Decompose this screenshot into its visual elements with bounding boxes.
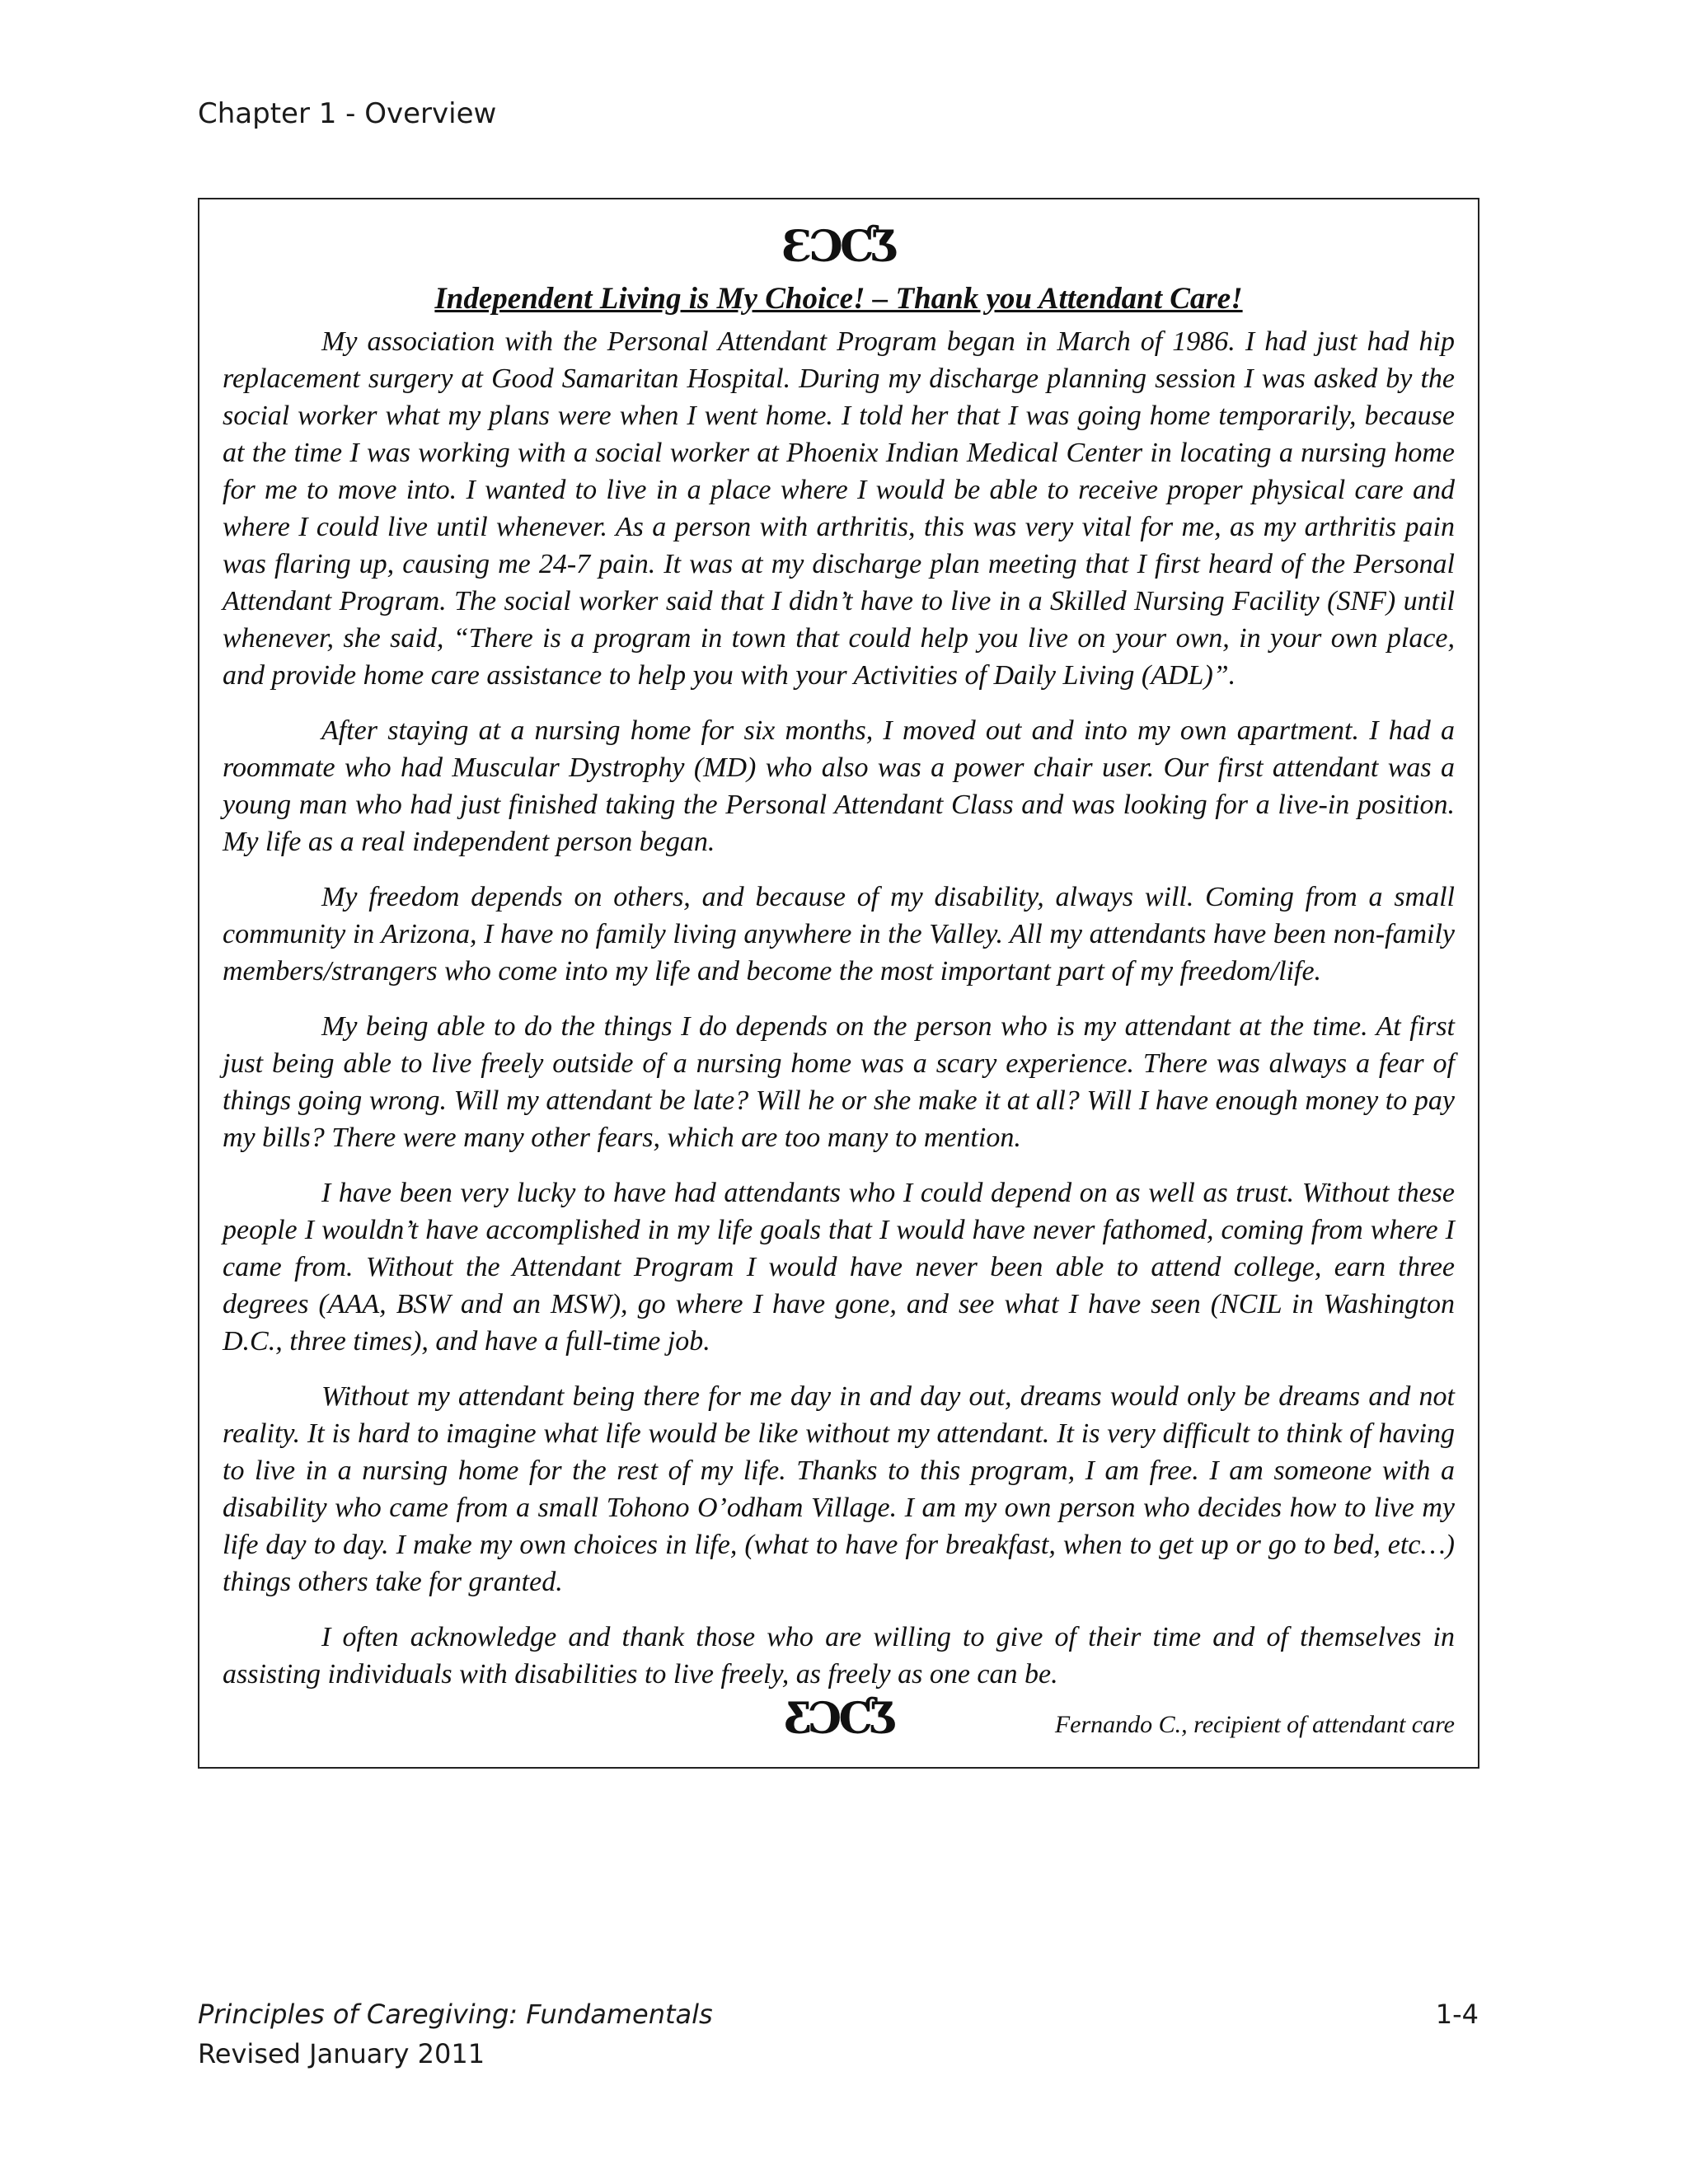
paragraph-5: I have been very lucky to have had attendants who I could depend on as well as trust. Without these people I wouldn’t have accomplished in my life goals that I would have never fathomed, coming from where I came from. Without the Attendant Program I would have never been able to attend college, earn three degrees (AAA, BSW and an MSW), go where I have gone, and see what I have seen (NCIL in Washington D.C., three times), and have a full-time job. xyxy=(223,1178,1455,1357)
footer-info xyxy=(198,1994,713,2074)
page-number: 1-4 xyxy=(1435,1999,1479,2030)
ornament-top-icon: ƐƆƇƷ xyxy=(781,222,896,272)
ornament-bottom-icon: ƸƆƇƷ xyxy=(782,1694,895,1744)
testimonial-body xyxy=(223,323,1455,1693)
paragraph-2: After staying at a nursing home for six months, I moved out and into my own apartment. I had a roommate who had Muscular Dystrophy (MD) who also was a power chair user. Our first attendant was a young man who had just finished taking the Personal Attendant Class and was looking for a live-in position. My life as a real independent person began. xyxy=(223,715,1455,857)
testimonial-title: Independent Living is My Choice! – Thank you Attendant Care! xyxy=(434,282,1243,316)
paragraph-1: My association with the Personal Attendant Program began in March of 1986. I had just had hip replacement surgery at Good Samaritan Hospital. During my discharge planning session I was asked by the social worker what my plans were when I went home. I told her that I was going home temporarily, because at the time I was working with a social worker at Phoenix Indian Medical Center in locating a nursing home for me to move into. I wanted to live in a place where I would be able to receive proper physical care and where I could live until whenever. As a person with arthritis, this was very vital for me, as my arthritis pain was flaring up, causing me 24-7 pain. It was at my discharge plan meeting that I first heard of the Personal Attendant Program. The social worker said that I didn’t have to live in a Skilled Nursing Facility (SNF) until whenever, she said, “There is a program in town that could help you live on your own, in your own place, and provide home care assistance to help you with your Activities of Daily Living (ADL)”. xyxy=(223,326,1455,691)
paragraph-6: Without my attendant being there for me day in and day out, dreams would only be dreams and not reality. It is hard to imagine what life would be like without my attendant. It is very difficult to think of having to live in a nursing home for the rest of my life. Thanks to this program, I am free. I am someone with a disability who came from a small Tohono O’odham Village. I am my own person who decides how to live my life day to day. I make my own choices in life, (what to have for breakfast, when to get up or go to bed, etc…) things others take for granted. xyxy=(223,1381,1455,1597)
chapter-header: Chapter 1 - Overview xyxy=(198,97,497,130)
paragraph-3: My freedom depends on others, and because of my disability, always will. Coming from a small community in Arizona, I have no family living anywhere in the Valley. All my attendants have been non-family members/strangers who come into my life and become the most important part of my freedom/life. xyxy=(223,882,1455,987)
book-title: Principles of Caregiving: Fundamentals xyxy=(198,1999,713,2030)
paragraph-7: I often acknowledge and thank those who are willing to give of their time and of themselves in assisting individuals with disabilities to live freely, as freely as one can be. xyxy=(223,1622,1455,1690)
signature: Fernando C., recipient of attendant care xyxy=(1054,1711,1455,1738)
paragraph-4: My being able to do the things I do depends on the person who is my attendant at the time. At first just being able to live freely outside of a nursing home was a scary experience. There was always a fear of things going wrong. Will my attendant be late? Will he or she make it at all? Will I have enough money to pay my bills? There were many other fears, which are too many to mention. xyxy=(223,1011,1455,1153)
testimonial-box xyxy=(198,198,1479,1769)
revision-date: Revised January 2011 xyxy=(198,2038,485,2069)
